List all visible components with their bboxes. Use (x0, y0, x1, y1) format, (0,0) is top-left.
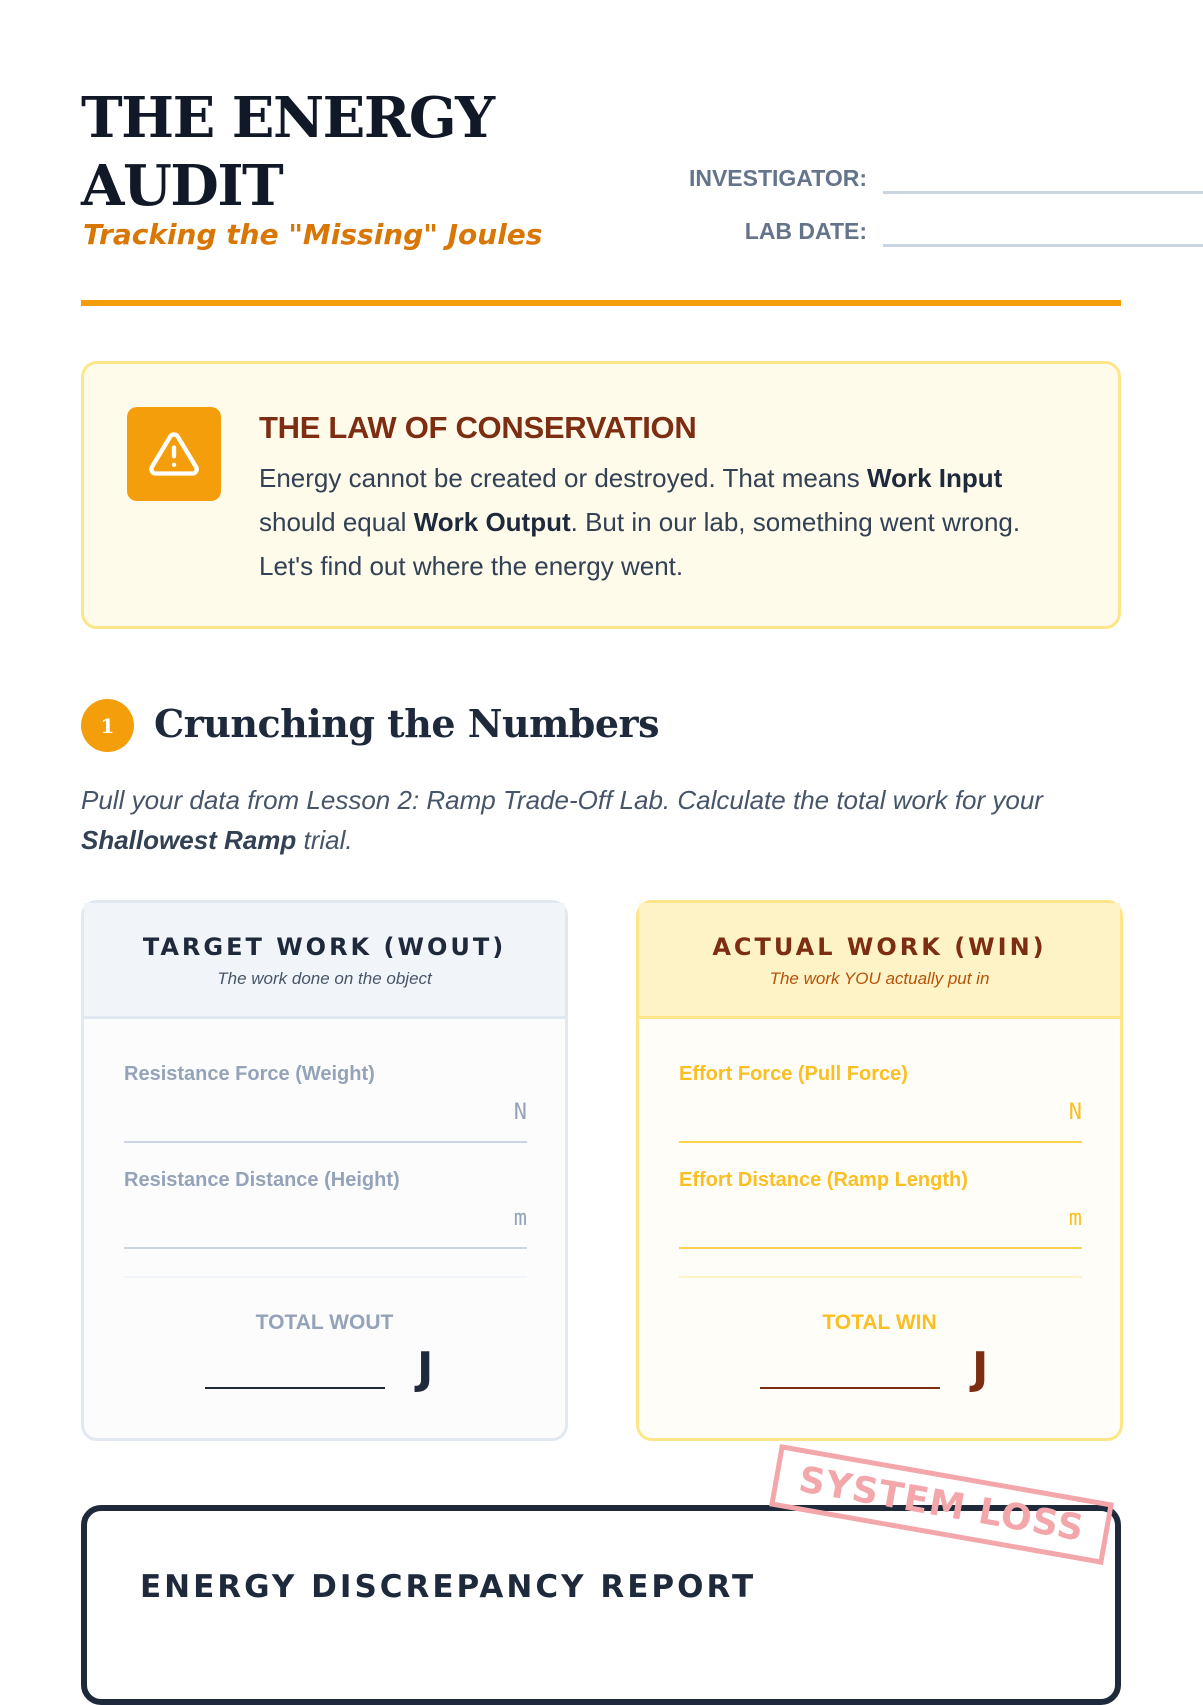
investigator-label: INVESTIGATOR: (688, 165, 867, 191)
lab-date-row (601, 210, 1203, 250)
field-underline (124, 1141, 527, 1143)
card-header (639, 903, 1120, 1019)
field-unit: m (1068, 1206, 1082, 1231)
callout-text: Energy cannot be created or destroyed. That means (259, 463, 867, 493)
title-line-2: AUDIT (81, 153, 283, 219)
field-label: Effort Distance (Ramp Length) (679, 1169, 968, 1191)
section-1-heading (81, 699, 1121, 753)
card-header (84, 903, 565, 1019)
callout-text: should equal (259, 507, 414, 537)
field-label: Resistance Distance (Height) (124, 1169, 400, 1191)
instructions-text: Pull your data from Lesson 2: Ramp Trade-Off Lab. Calculate the total work for your (81, 785, 1043, 815)
card-divider (679, 1276, 1082, 1278)
lab-date-label: LAB DATE: (744, 218, 867, 244)
investigator-row (601, 157, 1203, 197)
field-unit: N (1068, 1100, 1082, 1125)
card-title: TARGET WORK (WOUT) (142, 933, 507, 961)
resistance-distance-field[interactable] (124, 1169, 527, 1249)
discrepancy-report (81, 1459, 1121, 1705)
field-unit: m (513, 1206, 527, 1231)
callout-bold-work-output: Work Output (413, 507, 571, 537)
field-underline (679, 1247, 1082, 1249)
callout-body (259, 456, 1079, 588)
card-subtitle: The work YOU actually put in (769, 969, 990, 988)
field-underline (124, 1247, 527, 1249)
section-title: Crunching the Numbers (154, 701, 659, 746)
system-loss-stamp: SYSTEM LOSS (769, 1444, 1114, 1565)
card-title: ACTUAL WORK (WIN) (712, 933, 1047, 961)
field-label: Resistance Force (Weight) (124, 1063, 375, 1085)
total-label: TOTAL WIN (822, 1311, 937, 1334)
resistance-force-field[interactable] (124, 1063, 527, 1143)
total-unit: J (972, 1343, 989, 1394)
title-line-1: THE ENERGY (81, 85, 494, 151)
lab-date-field[interactable] (883, 244, 1203, 247)
field-underline (679, 1141, 1082, 1143)
callout-text: . But in our lab, something went wrong. Let's find out where the energy went. (259, 507, 1021, 581)
effort-force-field[interactable] (679, 1063, 1082, 1143)
callout-bold-work-input: Work Input (867, 463, 1003, 493)
total-win-field[interactable] (760, 1387, 940, 1389)
investigator-field[interactable] (883, 191, 1203, 194)
effort-distance-field[interactable] (679, 1169, 1082, 1249)
worksheet-header (81, 84, 1121, 308)
step-number-badge: 1 (81, 699, 134, 752)
total-wout-field[interactable] (205, 1387, 385, 1389)
section-instructions (81, 780, 1121, 860)
page-title (81, 84, 1121, 220)
warning-triangle-icon (127, 407, 221, 501)
target-work-card (81, 900, 568, 1441)
field-label: Effort Force (Pull Force) (679, 1063, 908, 1085)
callout-title: THE LAW OF CONSERVATION (259, 410, 697, 445)
conservation-callout (81, 361, 1121, 629)
instructions-text: trial. (296, 825, 353, 855)
instructions-bold: Shallowest Ramp (81, 825, 297, 855)
total-unit: J (417, 1343, 434, 1394)
card-divider (124, 1276, 527, 1278)
field-unit: N (513, 1100, 527, 1125)
total-label: TOTAL WOUT (255, 1311, 394, 1334)
card-subtitle: The work done on the object (217, 969, 432, 988)
page-subtitle: Tracking the "Missing" Joules (83, 218, 543, 251)
header-divider (81, 300, 1121, 306)
actual-work-card (636, 900, 1123, 1441)
report-title: ENERGY DISCREPANCY REPORT (140, 1569, 757, 1605)
